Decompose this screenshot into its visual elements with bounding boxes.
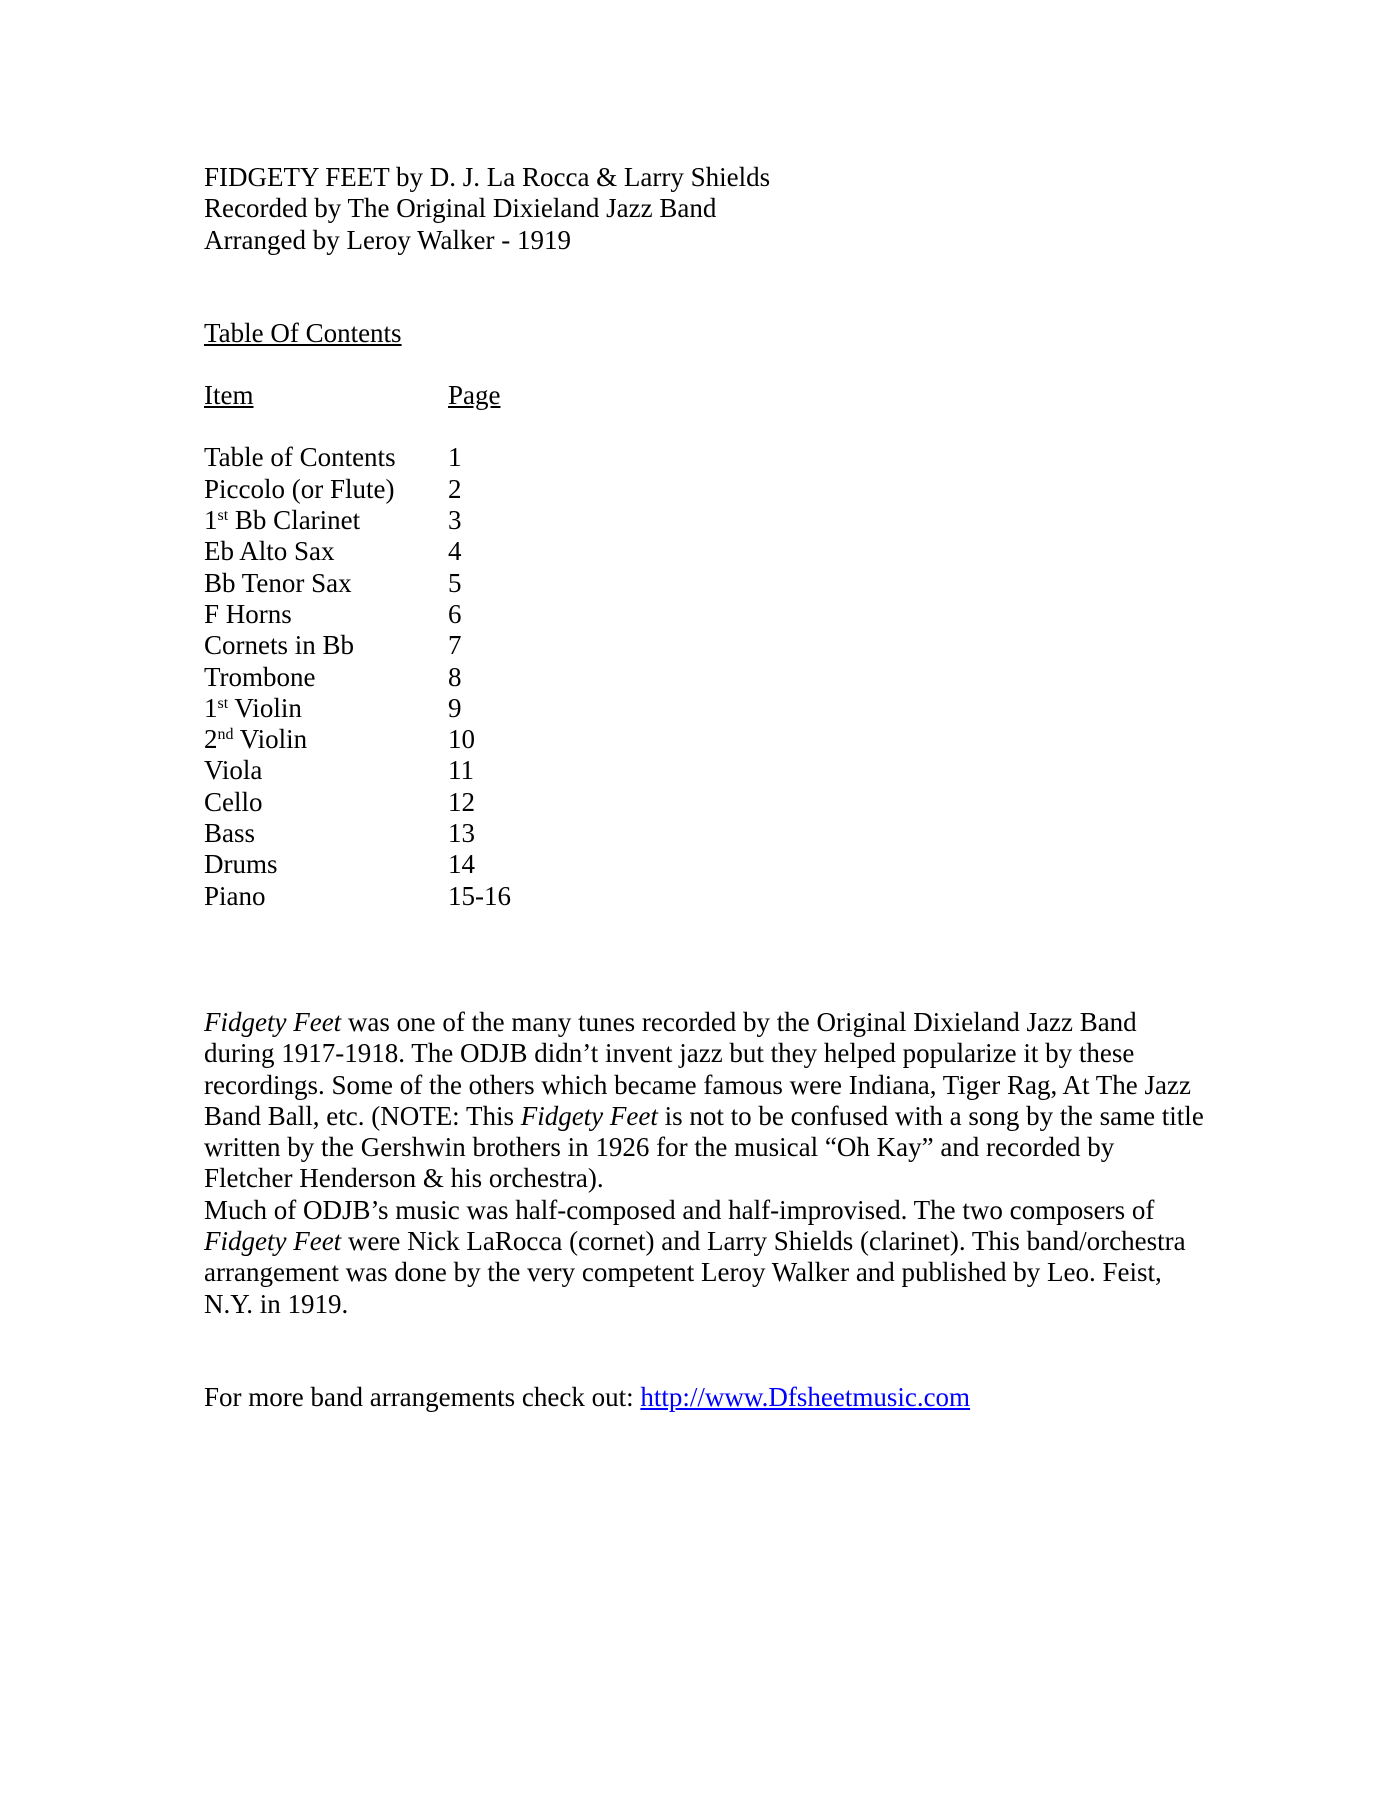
toc-row [204, 568, 1204, 599]
footer-line [204, 1382, 1204, 1413]
toc-item-name [204, 630, 448, 661]
toc-item-name [204, 755, 448, 786]
toc-item-text: Drums [204, 849, 278, 880]
toc-row [204, 662, 1204, 693]
toc-item-name [204, 536, 448, 567]
toc-row [204, 505, 1204, 536]
toc-item-text: Cello [204, 786, 263, 817]
toc-item-text: Piano [204, 880, 266, 911]
toc-page-number: 14 [448, 849, 475, 880]
song-title-italic: Fidgety Feet [204, 1006, 342, 1037]
toc-item-text: Piccolo (or Flute) [204, 473, 395, 504]
toc-item-name [204, 818, 448, 849]
toc-item-name [204, 505, 448, 536]
toc-item-text: Bb Tenor Sax [204, 567, 352, 598]
toc-item-text: Violin [228, 692, 302, 723]
toc-row [204, 442, 1204, 473]
ordinal-suffix: st [217, 507, 229, 525]
description-text: was one of the many tunes recorded by the Original Dixieland Jazz Band during 1917-1918. The ODJB didn’t invent jazz but they helped popularize it by these recordings. Some of the others which became famous were Indiana, Tiger Rag, At The Jazz Band Ball, etc. (NOTE: This [204, 1006, 1191, 1131]
toc-item-name [204, 442, 448, 473]
document-page [204, 162, 1204, 1413]
ordinal-suffix: st [217, 694, 229, 712]
toc-page-number: 5 [448, 567, 462, 598]
toc-row [204, 724, 1204, 755]
toc-item-text: Cornets in Bb [204, 630, 355, 661]
description-text: were Nick LaRocca (cornet) and Larry Shields (clarinet). This band/orchestra arrangement was done by the very competent Leroy Walker and published by Leo. Feist, N.Y. in 1919. [204, 1226, 1186, 1319]
toc-row [204, 536, 1204, 567]
toc-item-name [204, 599, 448, 630]
toc-item-name [204, 849, 448, 880]
description [204, 1007, 1204, 1320]
toc-header-row [204, 380, 1204, 411]
recorded-by-line: Recorded by The Original Dixieland Jazz Band [204, 193, 717, 224]
toc-list [204, 442, 1204, 911]
ordinal-suffix: nd [217, 726, 234, 744]
toc-title: Table Of Contents [204, 317, 402, 348]
toc-page-number: 12 [448, 786, 475, 817]
toc-row [204, 755, 1204, 786]
description-text: Much of ODJB’s music was half-composed and half-improvised. The two composers of [204, 1194, 1155, 1225]
song-title-line: FIDGETY FEET by D. J. La Rocca & Larry Shields [204, 162, 771, 192]
toc-item-name [204, 881, 448, 912]
toc-row [204, 881, 1204, 912]
toc-row [204, 787, 1204, 818]
toc-page-number: 8 [448, 661, 462, 692]
toc-page-number: 2 [448, 473, 462, 504]
arranged-by-line: Arranged by Leroy Walker - 1919 [204, 224, 571, 255]
footer-prompt: For more band arrangements check out: [204, 1381, 641, 1412]
toc-item-name [204, 662, 448, 693]
toc-page-number: 10 [448, 724, 475, 755]
description-paragraph [204, 1195, 1204, 1320]
toc-page-number: 9 [448, 692, 462, 723]
song-title-italic: Fidgety Feet [520, 1100, 658, 1131]
toc-row [204, 474, 1204, 505]
toc-item-text: Viola [204, 755, 263, 786]
toc-item-text: Violin [233, 724, 308, 755]
toc-row [204, 693, 1204, 724]
toc-item-text: 1 [204, 692, 218, 723]
toc-row [204, 630, 1204, 661]
toc-item-column-header: Item [204, 380, 254, 411]
toc-item-name [204, 693, 448, 724]
toc-item-text: Trombone [204, 661, 316, 692]
toc-item-text: Eb Alto Sax [204, 536, 335, 567]
toc-row [204, 849, 1204, 880]
toc-item-name [204, 568, 448, 599]
toc-page-number: 11 [448, 755, 474, 786]
description-text: is not to be confused with a song by the same title written by the Gershwin brothers in 1926 for the musical “Oh Kay” and recorded by Fletcher Henderson & his orchestra). [204, 1100, 1204, 1194]
toc-item-text: Bb Clarinet [228, 505, 361, 536]
website-link[interactable]: http://www.Dfsheetmusic.com [640, 1381, 971, 1412]
toc-item-text: 2 [204, 724, 218, 755]
toc-page-number: 15-16 [448, 880, 511, 911]
toc-page-number: 3 [448, 505, 462, 536]
toc-item-name [204, 474, 448, 505]
toc-page-number: 13 [448, 818, 475, 849]
toc-item-text: 1 [204, 505, 218, 536]
toc-item-name [204, 724, 448, 755]
title-block [204, 162, 1204, 256]
toc-item-text: Bass [204, 818, 256, 849]
toc-row [204, 818, 1204, 849]
description-paragraph [204, 1007, 1204, 1195]
song-title-italic: Fidgety Feet [204, 1226, 342, 1257]
toc-item-text: F Horns [204, 598, 292, 629]
toc-page-number: 6 [448, 598, 462, 629]
toc-row [204, 599, 1204, 630]
toc-page-number: 1 [448, 442, 462, 473]
toc-page-number: 4 [448, 536, 462, 567]
toc-item-name [204, 787, 448, 818]
toc-page-column-header: Page [448, 380, 501, 411]
toc-item-text: Table of Contents [204, 442, 396, 473]
toc-page-number: 7 [448, 630, 462, 661]
